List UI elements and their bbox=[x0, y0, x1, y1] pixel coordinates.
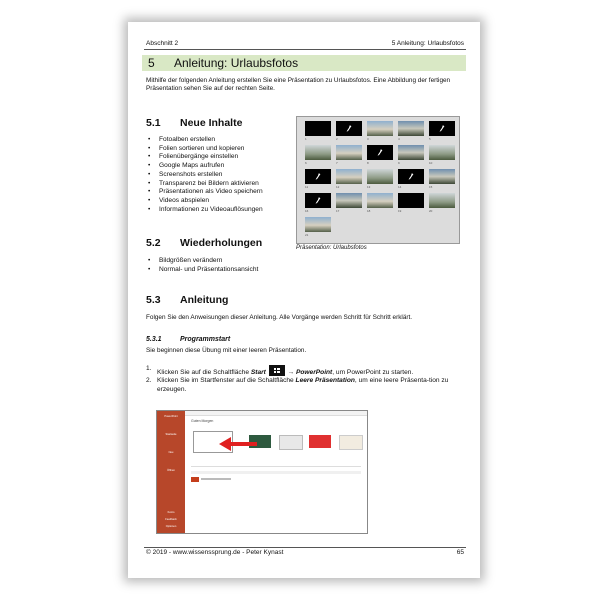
slide-thumbnail bbox=[367, 145, 393, 160]
template-tile[interactable] bbox=[309, 435, 331, 448]
section-title: Wiederholungen bbox=[180, 237, 263, 249]
page-number: 65 bbox=[456, 549, 464, 556]
slide-thumbnail bbox=[398, 169, 424, 184]
slide-number: 11 bbox=[305, 185, 309, 189]
slide-number: 14 bbox=[398, 185, 402, 189]
steps-list bbox=[146, 365, 464, 394]
new-topics-list bbox=[148, 136, 298, 214]
subsection-heading bbox=[146, 336, 230, 343]
running-header-right: 5 Anleitung: Urlaubsfotos bbox=[391, 40, 464, 47]
title-bar bbox=[185, 411, 367, 416]
running-header-left: Abschnitt 2 bbox=[146, 40, 179, 47]
divider bbox=[191, 466, 361, 467]
slide-thumbnail bbox=[305, 121, 331, 136]
chapter-title: Anleitung: Urlaubsfotos bbox=[174, 56, 299, 70]
slide-thumbnail bbox=[305, 193, 331, 208]
slide-number: 17 bbox=[336, 209, 340, 213]
list-item: • Folienübergänge einstellen bbox=[148, 153, 298, 162]
slide-sorter-figure bbox=[296, 116, 460, 244]
slide-number: 18 bbox=[367, 209, 371, 213]
slide-number: 6 bbox=[305, 161, 307, 165]
sidebar-item-new: Neu bbox=[168, 451, 174, 454]
list-item: • Präsentationen als Video speichern bbox=[148, 188, 298, 197]
section-heading-5-1 bbox=[146, 117, 242, 129]
slide-thumbnail bbox=[367, 193, 393, 208]
step-bold: PowerPoint bbox=[295, 369, 333, 376]
list-item: • Google Maps aufrufen bbox=[148, 162, 298, 171]
slide-number: 5 bbox=[429, 137, 431, 141]
sidebar-app-name: PowerPoint bbox=[164, 415, 178, 418]
subsection-number: 5.3.1 bbox=[146, 336, 162, 343]
slide-thumbnail bbox=[429, 121, 455, 136]
step-text: , um PowerPoint zu starten. bbox=[332, 369, 414, 376]
windows-start-icon bbox=[269, 365, 285, 376]
sidebar-item-open: Öffnen bbox=[167, 469, 175, 472]
review-topics-list bbox=[148, 257, 298, 274]
slide-thumbnail bbox=[398, 145, 424, 160]
slide-number: 3 bbox=[367, 137, 369, 141]
slide-thumbnail bbox=[336, 169, 362, 184]
slide-number: 8 bbox=[367, 161, 369, 165]
list-item: • Fotoalben erstellen bbox=[148, 136, 298, 145]
slide-number: 20 bbox=[429, 209, 433, 213]
list-item: • Informationen zu Videoauflösungen bbox=[148, 206, 298, 215]
greeting: Guten Morgen bbox=[191, 419, 214, 423]
list-item: • Bildgrößen verändern bbox=[148, 257, 298, 266]
slide-number: 9 bbox=[398, 161, 400, 165]
figure-caption: Präsentation: Urlaubsfotos bbox=[296, 245, 367, 251]
slide-number: 10 bbox=[429, 161, 433, 165]
slide-number: 15 bbox=[429, 185, 433, 189]
map-shape-icon bbox=[376, 148, 384, 157]
step-text: Klicken Sie im Startfenster auf die Schaltfläche bbox=[157, 377, 296, 385]
step-text: , um eine leere Präsenta-tion zu erzeugen. bbox=[157, 377, 449, 393]
map-shape-icon bbox=[345, 124, 353, 133]
list-item: • Normal- und Präsentationsansicht bbox=[148, 266, 298, 275]
document-page bbox=[128, 22, 480, 578]
slide-thumbnail bbox=[305, 169, 331, 184]
step-number: 1. bbox=[146, 365, 152, 372]
section-title: Neue Inhalte bbox=[180, 117, 243, 129]
slide-number: 4 bbox=[398, 137, 400, 141]
sidebar-item-account: Konto bbox=[167, 511, 175, 514]
red-arrow-icon bbox=[217, 437, 257, 451]
slide-number: 1 bbox=[305, 137, 307, 141]
sidebar-item-home: Startseite bbox=[165, 433, 177, 436]
section-number: 5.2 bbox=[146, 237, 161, 249]
step-bold: Leere Präsentation bbox=[295, 377, 355, 385]
list-item: • Videos abspielen bbox=[148, 197, 298, 206]
slide-number: 16 bbox=[305, 209, 309, 213]
slide-number: 12 bbox=[336, 185, 340, 189]
slide-number: 2 bbox=[336, 137, 338, 141]
slide-thumbnail bbox=[398, 121, 424, 136]
section-number: 5.1 bbox=[146, 117, 161, 129]
step-text: Klicken Sie auf die Schaltfläche bbox=[157, 369, 251, 376]
slide-number: 7 bbox=[336, 161, 338, 165]
slide-thumbnail bbox=[367, 121, 393, 136]
slide-number: 13 bbox=[367, 185, 371, 189]
slide-thumbnail bbox=[398, 193, 424, 208]
slide-thumbnail bbox=[429, 193, 455, 208]
slide-number: 21 bbox=[305, 233, 309, 237]
slide-thumbnail bbox=[336, 145, 362, 160]
subsection-intro: Sie beginnen diese Übung mit einer leeren Präsentation. bbox=[146, 347, 307, 354]
map-shape-icon bbox=[438, 124, 446, 133]
slide-thumbnail bbox=[429, 169, 455, 184]
step-bold: Start bbox=[250, 369, 266, 376]
template-tile[interactable] bbox=[279, 435, 303, 450]
list-item: • Screenshots erstellen bbox=[148, 171, 298, 180]
intro-paragraph: Mithilfe der folgenden Anleitung erstellen Sie eine Präsentation zu Urlaubsfotos. Eine Abbildung der fertigen Präsentation sehen Sie auf der rechten Seite. bbox=[146, 77, 451, 93]
step-item bbox=[146, 365, 464, 377]
slide-thumbnail bbox=[305, 145, 331, 160]
file-icon bbox=[191, 477, 199, 482]
arrow-text: → bbox=[285, 369, 296, 376]
slide-thumbnail bbox=[429, 145, 455, 160]
map-shape-icon bbox=[407, 172, 415, 181]
powerpoint-start-screenshot bbox=[156, 410, 368, 534]
slide-number: 19 bbox=[398, 209, 402, 213]
file-row[interactable] bbox=[201, 478, 231, 480]
slide-thumbnail bbox=[336, 193, 362, 208]
section-heading-5-3 bbox=[146, 294, 228, 306]
sidebar-item-feedback: Feedback bbox=[165, 518, 177, 521]
map-shape-icon bbox=[314, 196, 322, 205]
subsection-title: Programmstart bbox=[180, 336, 231, 343]
section-number: 5.3 bbox=[146, 294, 161, 306]
chapter-number: 5 bbox=[148, 56, 155, 70]
section-intro: Folgen Sie den Anweisungen dieser Anleitung. Alle Vorgänge werden Schritt für Schritt erklärt. bbox=[146, 314, 413, 321]
footer-rule bbox=[144, 547, 466, 548]
recent-files-header bbox=[191, 471, 361, 474]
list-item: • Folien sortieren und kopieren bbox=[148, 145, 298, 154]
section-title: Anleitung bbox=[180, 294, 229, 306]
template-tile[interactable] bbox=[339, 435, 363, 450]
section-heading-5-2 bbox=[146, 237, 262, 249]
step-item bbox=[146, 377, 464, 394]
map-shape-icon bbox=[314, 172, 322, 181]
list-item: • Transparenz bei Bildern aktivieren bbox=[148, 180, 298, 189]
slide-thumbnail bbox=[305, 217, 331, 232]
header-rule bbox=[144, 49, 466, 50]
slide-thumbnail bbox=[367, 169, 393, 184]
sidebar-item-options: Optionen bbox=[165, 525, 177, 528]
slide-thumbnail bbox=[336, 121, 362, 136]
footer-left: © 2019 - www.wissenssprung.de - Peter Kynast bbox=[146, 549, 284, 556]
chapter-heading bbox=[142, 55, 466, 71]
step-number: 2. bbox=[146, 377, 152, 385]
backstage-sidebar bbox=[157, 411, 185, 533]
